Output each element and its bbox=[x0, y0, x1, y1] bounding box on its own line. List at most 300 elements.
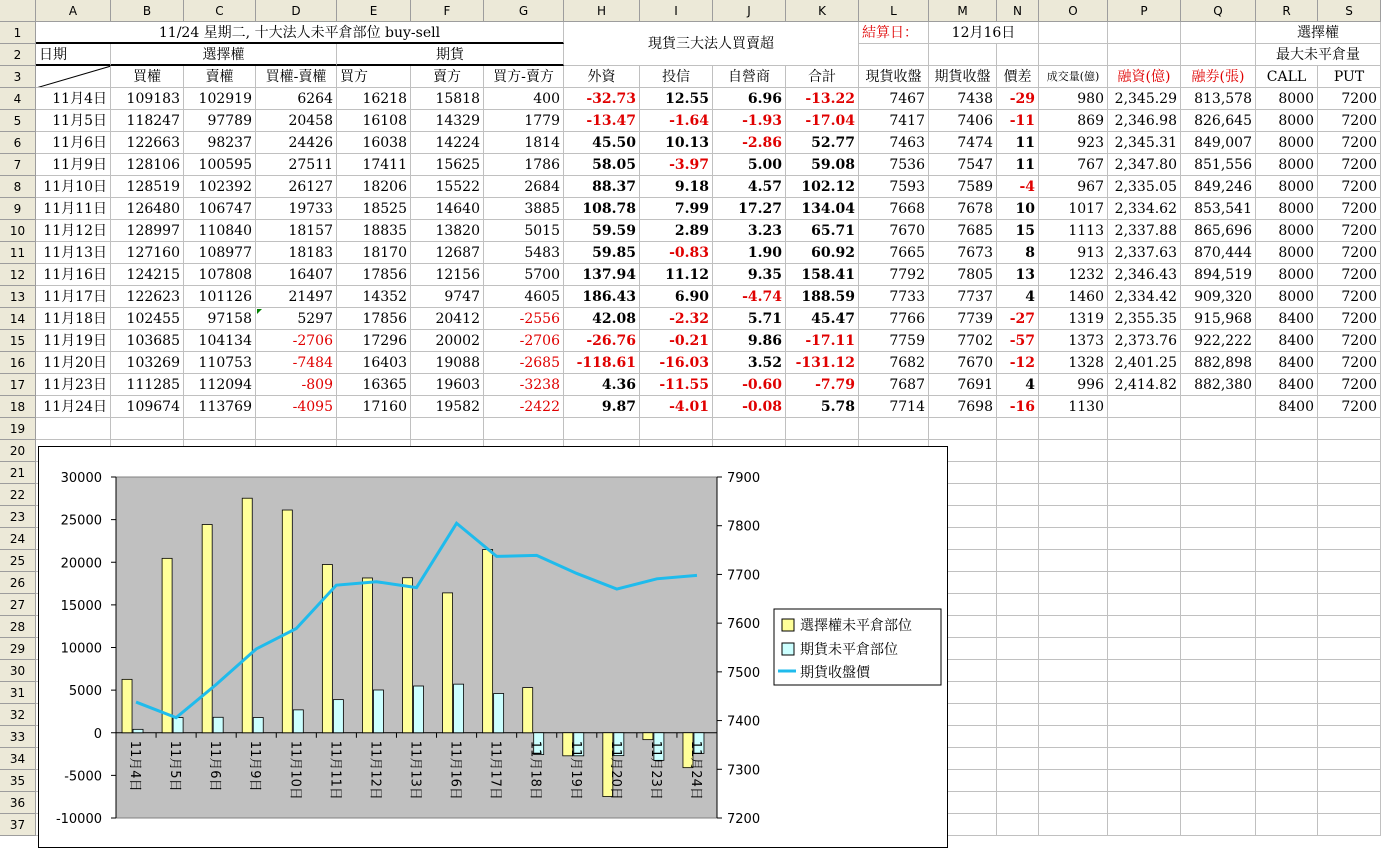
cell-vol[interactable]: 980 bbox=[1039, 88, 1108, 110]
empty-cell[interactable] bbox=[640, 418, 713, 440]
column-header-F[interactable]: F bbox=[411, 0, 484, 22]
cell-zy[interactable]: 5.00 bbox=[713, 154, 786, 176]
cell-fb[interactable]: 16403 bbox=[337, 352, 411, 374]
cell-jc[interactable]: -11 bbox=[997, 110, 1039, 132]
cell-qc[interactable]: 7670 bbox=[929, 352, 997, 374]
empty-cell[interactable] bbox=[1181, 550, 1256, 572]
row-header-32[interactable]: 32 bbox=[0, 704, 36, 726]
cell-rz[interactable]: 2,355.35 bbox=[1108, 308, 1181, 330]
cell-put[interactable]: 113769 bbox=[184, 396, 256, 418]
cell-fs[interactable]: 19582 bbox=[411, 396, 484, 418]
column-header-L[interactable]: L bbox=[859, 0, 929, 22]
empty-cell[interactable] bbox=[1108, 594, 1181, 616]
empty-cell[interactable] bbox=[1318, 616, 1381, 638]
empty-cell[interactable] bbox=[1181, 814, 1256, 836]
cell-jc[interactable]: 10 bbox=[997, 198, 1039, 220]
column-header-Q[interactable]: Q bbox=[1181, 0, 1256, 22]
cell-hj[interactable]: -7.79 bbox=[786, 374, 859, 396]
cell-oc[interactable]: 8000 bbox=[1256, 110, 1318, 132]
row-header-27[interactable]: 27 bbox=[0, 594, 36, 616]
cell-cp[interactable]: -2706 bbox=[256, 330, 337, 352]
column-header-O[interactable]: O bbox=[1039, 0, 1108, 22]
row-header-21[interactable]: 21 bbox=[0, 462, 36, 484]
empty-cell[interactable] bbox=[1181, 506, 1256, 528]
cell-fs[interactable]: 12687 bbox=[411, 242, 484, 264]
empty-cell[interactable] bbox=[997, 594, 1039, 616]
cell-put[interactable]: 101126 bbox=[184, 286, 256, 308]
empty-cell[interactable] bbox=[1108, 682, 1181, 704]
col-head-4[interactable]: 買方 bbox=[337, 66, 411, 88]
cell-tx[interactable]: 7.99 bbox=[640, 198, 713, 220]
empty-cell[interactable] bbox=[1318, 528, 1381, 550]
date-cell[interactable]: 11月23日 bbox=[36, 374, 111, 396]
cell-rz[interactable]: 2,334.62 bbox=[1108, 198, 1181, 220]
cell-call[interactable]: 127160 bbox=[111, 242, 184, 264]
empty-cell[interactable] bbox=[1108, 572, 1181, 594]
cell-cp[interactable]: 16407 bbox=[256, 264, 337, 286]
cell-call[interactable]: 102455 bbox=[111, 308, 184, 330]
date-cell[interactable]: 11月18日 bbox=[36, 308, 111, 330]
empty-cell[interactable] bbox=[1181, 638, 1256, 660]
cell-fb[interactable]: 17856 bbox=[337, 308, 411, 330]
cell-call[interactable]: 124215 bbox=[111, 264, 184, 286]
cell-rq[interactable]: 909,320 bbox=[1181, 286, 1256, 308]
cell-hj[interactable]: -131.12 bbox=[786, 352, 859, 374]
cell-put[interactable]: 112094 bbox=[184, 374, 256, 396]
date-label-cell[interactable]: 日期 bbox=[36, 44, 111, 66]
cell-hj[interactable]: 45.47 bbox=[786, 308, 859, 330]
cell-fs[interactable]: 19088 bbox=[411, 352, 484, 374]
cell-rq[interactable]: 894,519 bbox=[1181, 264, 1256, 286]
empty-cell[interactable] bbox=[1039, 594, 1108, 616]
empty-cell[interactable] bbox=[1039, 726, 1108, 748]
cell-xc[interactable]: 7670 bbox=[859, 220, 929, 242]
cell-zy[interactable]: -2.86 bbox=[713, 132, 786, 154]
date-cell[interactable]: 11月19日 bbox=[36, 330, 111, 352]
cell-vol[interactable]: 1017 bbox=[1039, 198, 1108, 220]
empty-cell[interactable] bbox=[1256, 770, 1318, 792]
cell-fd[interactable]: 1814 bbox=[484, 132, 564, 154]
cell-hj[interactable]: 134.04 bbox=[786, 198, 859, 220]
col-head-2[interactable]: 賣權 bbox=[184, 66, 256, 88]
cell-call[interactable]: 109183 bbox=[111, 88, 184, 110]
empty-cell[interactable] bbox=[337, 418, 411, 440]
cell-rz[interactable]: 2,345.31 bbox=[1108, 132, 1181, 154]
cell-fd[interactable]: 2684 bbox=[484, 176, 564, 198]
empty-cell[interactable] bbox=[1256, 748, 1318, 770]
cell-tx[interactable]: -0.21 bbox=[640, 330, 713, 352]
cell-wz[interactable]: -32.73 bbox=[564, 88, 640, 110]
empty-cell[interactable] bbox=[1039, 418, 1108, 440]
cell-rq[interactable]: 870,444 bbox=[1181, 242, 1256, 264]
cell-fs[interactable]: 15818 bbox=[411, 88, 484, 110]
cell-put[interactable]: 107808 bbox=[184, 264, 256, 286]
empty-cell[interactable] bbox=[1181, 484, 1256, 506]
empty-cell[interactable] bbox=[1181, 704, 1256, 726]
cell-qc[interactable]: 7739 bbox=[929, 308, 997, 330]
row-header-4[interactable]: 4 bbox=[0, 88, 36, 110]
row-header-7[interactable]: 7 bbox=[0, 154, 36, 176]
cell-xc[interactable]: 7766 bbox=[859, 308, 929, 330]
cell-fs[interactable]: 14329 bbox=[411, 110, 484, 132]
cell-zy[interactable]: -1.93 bbox=[713, 110, 786, 132]
cell-vol[interactable]: 923 bbox=[1039, 132, 1108, 154]
cell-hj[interactable]: 5.78 bbox=[786, 396, 859, 418]
row-header-5[interactable]: 5 bbox=[0, 110, 36, 132]
empty-cell[interactable] bbox=[1318, 682, 1381, 704]
empty-cell[interactable] bbox=[997, 528, 1039, 550]
cell-qc[interactable]: 7678 bbox=[929, 198, 997, 220]
col-head-10[interactable]: 合計 bbox=[786, 66, 859, 88]
empty-cell[interactable] bbox=[997, 660, 1039, 682]
col-head-7[interactable]: 外資 bbox=[564, 66, 640, 88]
cell-xc[interactable]: 7714 bbox=[859, 396, 929, 418]
empty-cell[interactable] bbox=[997, 682, 1039, 704]
empty-cell[interactable] bbox=[997, 704, 1039, 726]
column-header-H[interactable]: H bbox=[564, 0, 640, 22]
cell-call[interactable]: 126480 bbox=[111, 198, 184, 220]
empty-cell[interactable] bbox=[997, 418, 1039, 440]
cell-jc[interactable]: 11 bbox=[997, 132, 1039, 154]
cell-jc[interactable]: 13 bbox=[997, 264, 1039, 286]
col-head-17[interactable]: CALL bbox=[1256, 66, 1318, 88]
cell-oc[interactable]: 8000 bbox=[1256, 264, 1318, 286]
empty-cell[interactable] bbox=[1318, 506, 1381, 528]
cell-oc[interactable]: 8000 bbox=[1256, 88, 1318, 110]
cell-fd[interactable]: 3885 bbox=[484, 198, 564, 220]
empty-cell[interactable] bbox=[997, 462, 1039, 484]
cell-op[interactable]: 7200 bbox=[1318, 330, 1381, 352]
cell-xc[interactable]: 7792 bbox=[859, 264, 929, 286]
column-header-A[interactable]: A bbox=[36, 0, 111, 22]
cell-qc[interactable]: 7805 bbox=[929, 264, 997, 286]
col-head-12[interactable]: 期貨收盤 bbox=[929, 66, 997, 88]
row-header-34[interactable]: 34 bbox=[0, 748, 36, 770]
cell-wz[interactable]: 45.50 bbox=[564, 132, 640, 154]
cell-fs[interactable]: 14224 bbox=[411, 132, 484, 154]
col-head-13[interactable]: 價差 bbox=[997, 66, 1039, 88]
cell-fb[interactable]: 16108 bbox=[337, 110, 411, 132]
cell-zy[interactable]: 9.86 bbox=[713, 330, 786, 352]
cell-oc[interactable]: 8000 bbox=[1256, 198, 1318, 220]
empty-cell[interactable] bbox=[1039, 638, 1108, 660]
empty-cell[interactable] bbox=[1181, 22, 1256, 44]
cell-put[interactable]: 97789 bbox=[184, 110, 256, 132]
cell-op[interactable]: 7200 bbox=[1318, 242, 1381, 264]
cell-rq[interactable]: 849,246 bbox=[1181, 176, 1256, 198]
cell-fd[interactable]: -3238 bbox=[484, 374, 564, 396]
cell-hj[interactable]: 65.71 bbox=[786, 220, 859, 242]
empty-cell[interactable] bbox=[1039, 814, 1108, 836]
empty-cell[interactable] bbox=[1108, 704, 1181, 726]
empty-cell[interactable] bbox=[1318, 484, 1381, 506]
cell-xc[interactable]: 7417 bbox=[859, 110, 929, 132]
empty-cell[interactable] bbox=[1039, 616, 1108, 638]
date-cell[interactable]: 11月24日 bbox=[36, 396, 111, 418]
cell-op[interactable]: 7200 bbox=[1318, 286, 1381, 308]
cell-fd[interactable]: 1786 bbox=[484, 154, 564, 176]
empty-cell[interactable] bbox=[1181, 660, 1256, 682]
select-all-corner[interactable] bbox=[0, 0, 36, 22]
cell-rz[interactable]: 2,373.76 bbox=[1108, 330, 1181, 352]
column-header-B[interactable]: B bbox=[111, 0, 184, 22]
row-header-13[interactable]: 13 bbox=[0, 286, 36, 308]
cell-cp[interactable]: 21497 bbox=[256, 286, 337, 308]
cell-wz[interactable]: 4.36 bbox=[564, 374, 640, 396]
cell-call[interactable]: 103269 bbox=[111, 352, 184, 374]
empty-cell[interactable] bbox=[1181, 594, 1256, 616]
cell-oc[interactable]: 8400 bbox=[1256, 396, 1318, 418]
cell-oc[interactable]: 8400 bbox=[1256, 352, 1318, 374]
cell-wz[interactable]: 42.08 bbox=[564, 308, 640, 330]
cell-rz[interactable]: 2,401.25 bbox=[1108, 352, 1181, 374]
cell-cp[interactable]: -809 bbox=[256, 374, 337, 396]
empty-cell[interactable] bbox=[256, 418, 337, 440]
empty-cell[interactable] bbox=[997, 748, 1039, 770]
cell-call[interactable]: 128519 bbox=[111, 176, 184, 198]
cell-fb[interactable]: 17411 bbox=[337, 154, 411, 176]
cell-rq[interactable]: 851,556 bbox=[1181, 154, 1256, 176]
cell-fb[interactable]: 16365 bbox=[337, 374, 411, 396]
cell-cp[interactable]: 19733 bbox=[256, 198, 337, 220]
cell-put[interactable]: 102392 bbox=[184, 176, 256, 198]
cell-xc[interactable]: 7759 bbox=[859, 330, 929, 352]
empty-cell[interactable] bbox=[1256, 440, 1318, 462]
cell-fs[interactable]: 20412 bbox=[411, 308, 484, 330]
empty-cell[interactable] bbox=[1256, 638, 1318, 660]
cell-xc[interactable]: 7687 bbox=[859, 374, 929, 396]
col-head-15[interactable]: 融資(億) bbox=[1108, 66, 1181, 88]
cell-rz[interactable]: 2,345.29 bbox=[1108, 88, 1181, 110]
empty-cell[interactable] bbox=[1181, 616, 1256, 638]
empty-cell[interactable] bbox=[1318, 660, 1381, 682]
cell-wz[interactable]: 59.85 bbox=[564, 242, 640, 264]
column-header-G[interactable]: G bbox=[484, 0, 564, 22]
col-head-18[interactable]: PUT bbox=[1318, 66, 1381, 88]
cell-rq[interactable]: 915,968 bbox=[1181, 308, 1256, 330]
empty-cell[interactable] bbox=[1181, 792, 1256, 814]
empty-cell[interactable] bbox=[1108, 528, 1181, 550]
cell-oc[interactable]: 8000 bbox=[1256, 220, 1318, 242]
cell-put[interactable]: 98237 bbox=[184, 132, 256, 154]
empty-cell[interactable] bbox=[1039, 682, 1108, 704]
cell-fs[interactable]: 12156 bbox=[411, 264, 484, 286]
row-header-23[interactable]: 23 bbox=[0, 506, 36, 528]
empty-cell[interactable] bbox=[1256, 616, 1318, 638]
cell-cp[interactable]: 26127 bbox=[256, 176, 337, 198]
cell-tx[interactable]: -2.32 bbox=[640, 308, 713, 330]
cell-hj[interactable]: -17.04 bbox=[786, 110, 859, 132]
row-header-6[interactable]: 6 bbox=[0, 132, 36, 154]
cell-tx[interactable]: 6.90 bbox=[640, 286, 713, 308]
column-header-E[interactable]: E bbox=[337, 0, 411, 22]
cell-wz[interactable]: -13.47 bbox=[564, 110, 640, 132]
cell-jc[interactable]: 4 bbox=[997, 374, 1039, 396]
cell-call[interactable]: 118247 bbox=[111, 110, 184, 132]
row-header-19[interactable]: 19 bbox=[0, 418, 36, 440]
empty-cell[interactable] bbox=[997, 770, 1039, 792]
cell-vol[interactable]: 767 bbox=[1039, 154, 1108, 176]
empty-cell[interactable] bbox=[997, 44, 1039, 66]
cell-vol[interactable]: 913 bbox=[1039, 242, 1108, 264]
cell-jc[interactable]: -16 bbox=[997, 396, 1039, 418]
cell-put[interactable]: 102919 bbox=[184, 88, 256, 110]
cell-op[interactable]: 7200 bbox=[1318, 220, 1381, 242]
cell-fs[interactable]: 9747 bbox=[411, 286, 484, 308]
empty-cell[interactable] bbox=[997, 638, 1039, 660]
spot-title-cell[interactable]: 現貨三大法人買賣超 bbox=[564, 22, 859, 66]
options-label-cell[interactable]: 選擇權 bbox=[1256, 22, 1381, 44]
empty-cell[interactable] bbox=[1108, 462, 1181, 484]
column-header-R[interactable]: R bbox=[1256, 0, 1318, 22]
cell-xc[interactable]: 7536 bbox=[859, 154, 929, 176]
empty-cell[interactable] bbox=[1318, 572, 1381, 594]
row-header-29[interactable]: 29 bbox=[0, 638, 36, 660]
empty-cell[interactable] bbox=[1108, 550, 1181, 572]
empty-cell[interactable] bbox=[1256, 682, 1318, 704]
empty-cell[interactable] bbox=[997, 814, 1039, 836]
empty-cell[interactable] bbox=[859, 418, 929, 440]
cell-qc[interactable]: 7589 bbox=[929, 176, 997, 198]
empty-cell[interactable] bbox=[1256, 528, 1318, 550]
cell-hj[interactable]: 188.59 bbox=[786, 286, 859, 308]
date-cell[interactable]: 11月5日 bbox=[36, 110, 111, 132]
column-header-P[interactable]: P bbox=[1108, 0, 1181, 22]
col-head-14[interactable]: 成交量(億) bbox=[1039, 66, 1108, 88]
cell-jc[interactable]: -27 bbox=[997, 308, 1039, 330]
cell-cp[interactable]: 27511 bbox=[256, 154, 337, 176]
cell-rq[interactable]: 922,222 bbox=[1181, 330, 1256, 352]
row-header-1[interactable]: 1 bbox=[0, 22, 36, 44]
settle-date-cell[interactable]: 12月16日 bbox=[929, 22, 1039, 44]
empty-cell[interactable] bbox=[564, 418, 640, 440]
cell-call[interactable]: 109674 bbox=[111, 396, 184, 418]
empty-cell[interactable] bbox=[1039, 44, 1108, 66]
cell-fs[interactable]: 19603 bbox=[411, 374, 484, 396]
cell-xc[interactable]: 7682 bbox=[859, 352, 929, 374]
cell-zy[interactable]: 3.52 bbox=[713, 352, 786, 374]
cell-call[interactable]: 111285 bbox=[111, 374, 184, 396]
cell-jc[interactable]: 15 bbox=[997, 220, 1039, 242]
cell-jc[interactable]: -29 bbox=[997, 88, 1039, 110]
cell-zy[interactable]: -0.60 bbox=[713, 374, 786, 396]
empty-cell[interactable] bbox=[1256, 462, 1318, 484]
empty-cell[interactable] bbox=[411, 418, 484, 440]
cell-qc[interactable]: 7685 bbox=[929, 220, 997, 242]
cell-tx[interactable]: 2.89 bbox=[640, 220, 713, 242]
column-header-S[interactable]: S bbox=[1318, 0, 1381, 22]
row-header-20[interactable]: 20 bbox=[0, 440, 36, 462]
cell-rq[interactable]: 826,645 bbox=[1181, 110, 1256, 132]
date-cell[interactable]: 11月16日 bbox=[36, 264, 111, 286]
cell-fd[interactable]: 5015 bbox=[484, 220, 564, 242]
cell-zy[interactable]: 1.90 bbox=[713, 242, 786, 264]
row-header-37[interactable]: 37 bbox=[0, 814, 36, 836]
cell-op[interactable]: 7200 bbox=[1318, 198, 1381, 220]
row-header-14[interactable]: 14 bbox=[0, 308, 36, 330]
empty-cell[interactable] bbox=[1256, 792, 1318, 814]
cell-vol[interactable]: 1130 bbox=[1039, 396, 1108, 418]
cell-op[interactable]: 7200 bbox=[1318, 374, 1381, 396]
empty-cell[interactable] bbox=[1318, 704, 1381, 726]
cell-call[interactable]: 122623 bbox=[111, 286, 184, 308]
cell-tx[interactable]: -1.64 bbox=[640, 110, 713, 132]
cell-wz[interactable]: -26.76 bbox=[564, 330, 640, 352]
empty-cell[interactable] bbox=[1039, 660, 1108, 682]
empty-cell[interactable] bbox=[1181, 572, 1256, 594]
row-header-2[interactable]: 2 bbox=[0, 44, 36, 66]
cell-rq[interactable]: 813,578 bbox=[1181, 88, 1256, 110]
cell-zy[interactable]: 4.57 bbox=[713, 176, 786, 198]
cell-rq[interactable]: 849,007 bbox=[1181, 132, 1256, 154]
cell-cp[interactable]: 6264 bbox=[256, 88, 337, 110]
cell-vol[interactable]: 1319 bbox=[1039, 308, 1108, 330]
sheet-title[interactable]: 11/24 星期二, 十大法人未平倉部位 buy-sell bbox=[36, 22, 564, 44]
cell-qc[interactable]: 7702 bbox=[929, 330, 997, 352]
cell-oc[interactable]: 8400 bbox=[1256, 374, 1318, 396]
empty-cell[interactable] bbox=[1039, 704, 1108, 726]
cell-jc[interactable]: -57 bbox=[997, 330, 1039, 352]
cell-fb[interactable]: 18835 bbox=[337, 220, 411, 242]
cell-fb[interactable]: 14352 bbox=[337, 286, 411, 308]
cell-qc[interactable]: 7698 bbox=[929, 396, 997, 418]
cell-rz[interactable]: 2,346.98 bbox=[1108, 110, 1181, 132]
date-cell[interactable]: 11月20日 bbox=[36, 352, 111, 374]
cell-call[interactable]: 103685 bbox=[111, 330, 184, 352]
empty-cell[interactable] bbox=[997, 484, 1039, 506]
cell-tx[interactable]: 9.18 bbox=[640, 176, 713, 198]
cell-fd[interactable]: 400 bbox=[484, 88, 564, 110]
cell-vol[interactable]: 967 bbox=[1039, 176, 1108, 198]
cell-wz[interactable]: 58.05 bbox=[564, 154, 640, 176]
empty-cell[interactable] bbox=[1256, 506, 1318, 528]
col-head-11[interactable]: 現貨收盤 bbox=[859, 66, 929, 88]
empty-cell[interactable] bbox=[1108, 22, 1181, 44]
cell-fs[interactable]: 15625 bbox=[411, 154, 484, 176]
cell-cp[interactable]: 20458 bbox=[256, 110, 337, 132]
cell-qc[interactable]: 7737 bbox=[929, 286, 997, 308]
empty-cell[interactable] bbox=[484, 418, 564, 440]
cell-jc[interactable]: 8 bbox=[997, 242, 1039, 264]
date-cell[interactable]: 11月4日 bbox=[36, 88, 111, 110]
empty-cell[interactable] bbox=[1181, 528, 1256, 550]
empty-cell[interactable] bbox=[36, 418, 111, 440]
empty-cell[interactable] bbox=[929, 418, 997, 440]
empty-cell[interactable] bbox=[1039, 550, 1108, 572]
cell-fd[interactable]: 5700 bbox=[484, 264, 564, 286]
empty-cell[interactable] bbox=[1039, 748, 1108, 770]
cell-fb[interactable]: 18525 bbox=[337, 198, 411, 220]
empty-cell[interactable] bbox=[1181, 462, 1256, 484]
empty-cell[interactable] bbox=[1039, 792, 1108, 814]
cell-oc[interactable]: 8000 bbox=[1256, 132, 1318, 154]
date-cell[interactable]: 11月17日 bbox=[36, 286, 111, 308]
col-head-5[interactable]: 賣方 bbox=[411, 66, 484, 88]
cell-op[interactable]: 7200 bbox=[1318, 396, 1381, 418]
empty-cell[interactable] bbox=[1256, 572, 1318, 594]
empty-cell[interactable] bbox=[1256, 726, 1318, 748]
empty-cell[interactable] bbox=[1039, 770, 1108, 792]
row-header-30[interactable]: 30 bbox=[0, 660, 36, 682]
empty-cell[interactable] bbox=[1039, 506, 1108, 528]
empty-cell[interactable] bbox=[1318, 638, 1381, 660]
cell-call[interactable]: 128106 bbox=[111, 154, 184, 176]
cell-tx[interactable]: 12.55 bbox=[640, 88, 713, 110]
cell-op[interactable]: 7200 bbox=[1318, 352, 1381, 374]
cell-qc[interactable]: 7691 bbox=[929, 374, 997, 396]
cell-hj[interactable]: -13.22 bbox=[786, 88, 859, 110]
cell-hj[interactable]: -17.11 bbox=[786, 330, 859, 352]
